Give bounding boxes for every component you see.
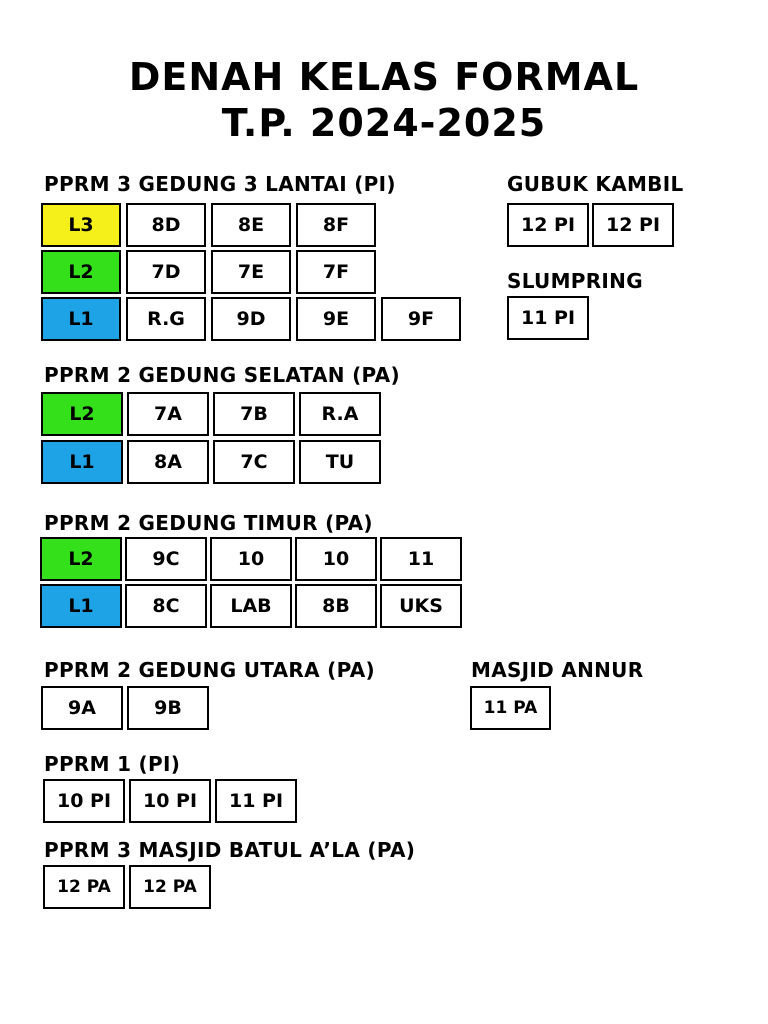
room-cell: 11 PI: [215, 779, 297, 823]
room-cell: 11 PA: [470, 686, 551, 730]
room-cell: 9D: [211, 297, 291, 341]
floor-level-label: L2: [40, 537, 122, 581]
room-cell: 10: [210, 537, 292, 581]
room-cell: 10: [295, 537, 377, 581]
room-cell: 9B: [127, 686, 209, 730]
room-cell: 7B: [213, 392, 295, 436]
heading-pprm2-selatan: PPRM 2 GEDUNG SELATAN (PA): [44, 363, 400, 387]
room-cell: 7E: [211, 250, 291, 294]
room-cell: TU: [299, 440, 381, 484]
room-cell: 12 PA: [43, 865, 125, 909]
room-cell: UKS: [380, 584, 462, 628]
heading-pprm3-gedung3: PPRM 3 GEDUNG 3 LANTAI (PI): [44, 172, 396, 196]
room-cell: 8E: [211, 203, 291, 247]
room-cell: 7F: [296, 250, 376, 294]
floor-level-label: L2: [41, 392, 123, 436]
room-cell: 11: [380, 537, 462, 581]
room-cell: 10 PI: [129, 779, 211, 823]
room-cell: 12 PA: [129, 865, 211, 909]
room-cell: 8C: [125, 584, 207, 628]
heading-pprm3-masjid: PPRM 3 MASJID BATUL A’LA (PA): [44, 838, 416, 862]
heading-masjid-annur: MASJID ANNUR: [471, 658, 644, 682]
floor-level-label: L1: [41, 297, 121, 341]
room-cell: 9C: [125, 537, 207, 581]
room-cell: 7D: [126, 250, 206, 294]
room-cell: 8F: [296, 203, 376, 247]
heading-pprm1: PPRM 1 (PI): [44, 752, 181, 776]
room-cell: 12 PI: [507, 203, 589, 247]
room-cell: 9F: [381, 297, 461, 341]
room-cell: R.G: [126, 297, 206, 341]
room-cell: 7C: [213, 440, 295, 484]
room-cell: 9A: [41, 686, 123, 730]
heading-pprm2-utara: PPRM 2 GEDUNG UTARA (PA): [44, 658, 375, 682]
heading-pprm2-timur: PPRM 2 GEDUNG TIMUR (PA): [44, 511, 373, 535]
room-cell: 8D: [126, 203, 206, 247]
room-cell: 12 PI: [592, 203, 674, 247]
floor-level-label: L3: [41, 203, 121, 247]
room-cell: 10 PI: [43, 779, 125, 823]
room-cell: R.A: [299, 392, 381, 436]
room-cell: 7A: [127, 392, 209, 436]
room-cell: 11 PI: [507, 296, 589, 340]
floor-level-label: L2: [41, 250, 121, 294]
page-subtitle: T.P. 2024-2025: [221, 101, 547, 145]
heading-slumpring: SLUMPRING: [507, 269, 643, 293]
page-title: DENAH KELAS FORMAL: [128, 55, 640, 99]
heading-gubuk-kambil: GUBUK KAMBIL: [507, 172, 684, 196]
room-cell: 8A: [127, 440, 209, 484]
floor-level-label: L1: [40, 584, 122, 628]
floor-level-label: L1: [41, 440, 123, 484]
room-cell: LAB: [210, 584, 292, 628]
room-cell: 8B: [295, 584, 377, 628]
room-cell: 9E: [296, 297, 376, 341]
